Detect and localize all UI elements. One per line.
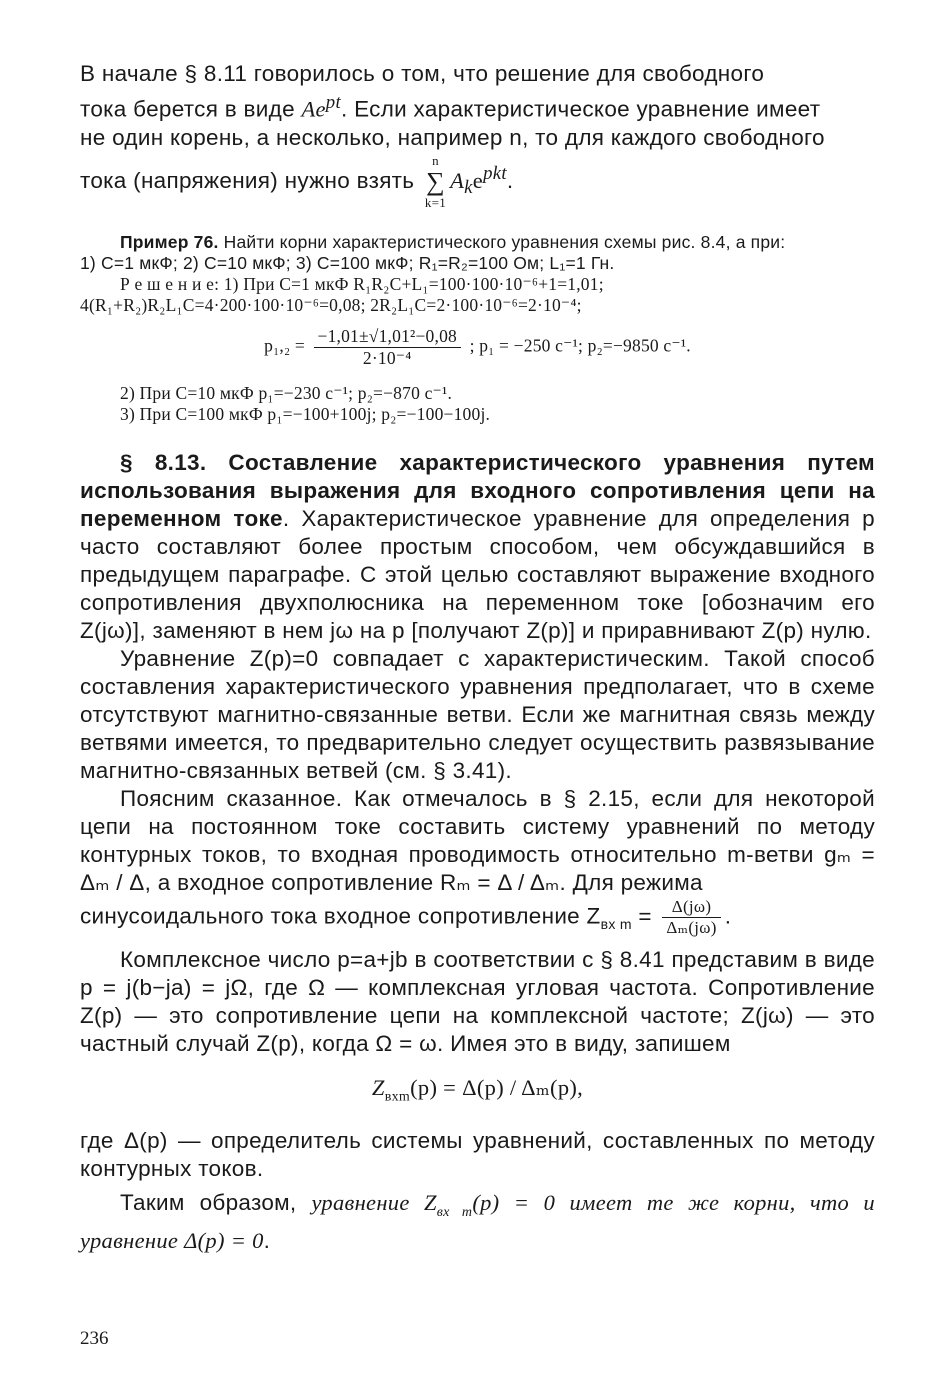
formula-left: p₁,₂ = xyxy=(264,335,305,356)
impedance-denominator: Δₘ(jω) xyxy=(666,917,717,937)
sum-exp: e xyxy=(472,167,484,193)
intro-text: тока берется в виде xyxy=(80,96,302,122)
section-heading: § 8.13. Составление характеристического уравнения путем использования выражения для входного сопротивления цепи на переменном токе xyxy=(80,449,875,531)
intro-formula-sup: pt xyxy=(325,92,341,113)
intro-text-2: . Если характеристическое уравнение имеет xyxy=(340,96,821,122)
example-line-5: 2) При C=10 мкФ p₁=−230 с⁻¹; p₂=−870 с⁻¹. xyxy=(120,382,453,403)
intro-line-4 xyxy=(80,154,875,210)
formula-denominator: 2·10⁻⁴ xyxy=(362,347,412,368)
main-formula-sub: вхm xyxy=(384,1089,411,1104)
para-3b-sub: вх m xyxy=(600,915,632,932)
section-para-4: Комплексное число p=a+jb в соответствии с § 8.41 представим в виде p = j(b−ja) = jΩ, где Ω — комплексная угловая частота. Сопротивление Z(p) — это сопротивление цепи на комплексной частоте; Z(jω) — это частный случай Z(p), когда Ω = ω. Имея это в виду, запишем xyxy=(80,946,875,1056)
para-3b-eq: = xyxy=(631,902,652,928)
sum-term-sub: k xyxy=(464,176,473,198)
impedance-numerator: Δ(jω) xyxy=(662,897,720,918)
formula-numerator: −1,01±√1,01²−0,08 xyxy=(314,326,461,348)
example-line-6: 3) При C=100 мкФ p₁=−100+100j; p₂=−100−100j. xyxy=(120,403,491,424)
example-title: Пример 76. xyxy=(120,231,219,252)
intro-line-1: В начале § 8.11 говорилось о том, что решение для свободного xyxy=(80,61,765,86)
impedance-fraction xyxy=(662,897,720,938)
para-6-end: . xyxy=(263,1227,271,1253)
section-para-2: Уравнение Z(p)=0 совпадает с характеристическим. Такой способ составления характеристического уравнения предполагает, что в схеме отсутствуют магнитно-связанные ветви. Если же магнитная связь между ветвями имеется, то предварительно следует осуществить развязывание магнитно-связанных ветвей (см. § 3.41). xyxy=(80,645,875,783)
para-6-text: Таким образом, xyxy=(120,1190,312,1215)
example-line-2: 1) C=1 мкФ; 2) C=10 мкФ; 3) C=100 мкФ; R₁=R₂=100 Ом; L₁=1 Гн. xyxy=(80,252,615,273)
para-6-italic-2: (p) = 0 имеет те же корни, что и уравнение Δ(p) = 0 xyxy=(80,1190,875,1253)
sum-sign: ∑ xyxy=(426,166,445,196)
section-para-3: Поясним сказанное. Как отмечалось в § 2.15, если для некоторой цепи на постоянном токе составить систему уравнений по методу контурных токов, то входная проводимость относительно m-ветви gₘ = Δₘ / Δ, а входное сопротивление Rₘ = Δ / Δₘ. Для режима xyxy=(80,785,875,895)
example-line-4: 4(R₁+R₂)R₂L₁C=4·200·100·10⁻⁶=0,08; 2R₂L₁C=2·100·10⁻⁶=2·10⁻⁴; xyxy=(80,294,582,315)
section-para-1-text: . Характеристическое уравнение для определения p часто составляют более простым способом, чем обсуждавшийся в предыдущем параграфе. С этой целью составляют выражение входного сопротивления двухполюсника на переменном токе [обозначим его Z(jω)], заменяют в нем jω на p [получают Z(p)] и приравнивают Z(p) нулю. xyxy=(80,505,875,643)
summation xyxy=(425,154,446,210)
formula-right: ; p₁ = −250 с⁻¹; p₂=−9850 с⁻¹. xyxy=(469,335,691,356)
page-number: 236 xyxy=(80,1328,109,1349)
main-formula-z: Z xyxy=(371,1074,385,1100)
para-3b-text: синусоидального тока входное сопротивление Z xyxy=(80,902,601,928)
sum-exp-sup: pkt xyxy=(483,162,507,184)
section-para-3b xyxy=(80,897,875,938)
sum-bottom: k=1 xyxy=(424,194,447,210)
main-formula xyxy=(80,1074,875,1112)
example-line-3: Р е ш е н и е: 1) При C=1 мкФ R₁R₂C+L₁=100·100·10⁻⁶+1=1,01; xyxy=(120,273,604,294)
main-formula-rest: (p) = Δ(p) / Δₘ(p), xyxy=(410,1074,584,1100)
para-6-sub: вх m xyxy=(436,1204,473,1220)
intro-text-3: тока (напряжения) нужно взять xyxy=(80,167,415,193)
section-para-5: где Δ(p) — определитель системы уравнений, составленных по методу контурных токов. xyxy=(80,1128,875,1181)
sum-top: n xyxy=(432,152,439,168)
sum-end: . xyxy=(506,167,514,193)
example-line-1 xyxy=(80,232,875,253)
formula-fraction xyxy=(314,326,461,369)
para-3b-end: . xyxy=(724,902,732,928)
intro-line-2 xyxy=(80,88,875,124)
sum-term: A xyxy=(450,167,465,193)
page-body xyxy=(80,60,875,1255)
section-para-6 xyxy=(80,1189,875,1255)
para-6-italic: уравнение Z xyxy=(311,1190,437,1215)
example-formula xyxy=(80,326,875,369)
intro-formula: Ae xyxy=(301,96,326,122)
example-task: Найти корни характеристического уравнения схемы рис. 8.4, а при: xyxy=(218,231,786,252)
intro-line-3: не один корень, а несколько, например n, то для каждого свободного xyxy=(80,124,825,150)
section-para-1 xyxy=(80,449,875,645)
